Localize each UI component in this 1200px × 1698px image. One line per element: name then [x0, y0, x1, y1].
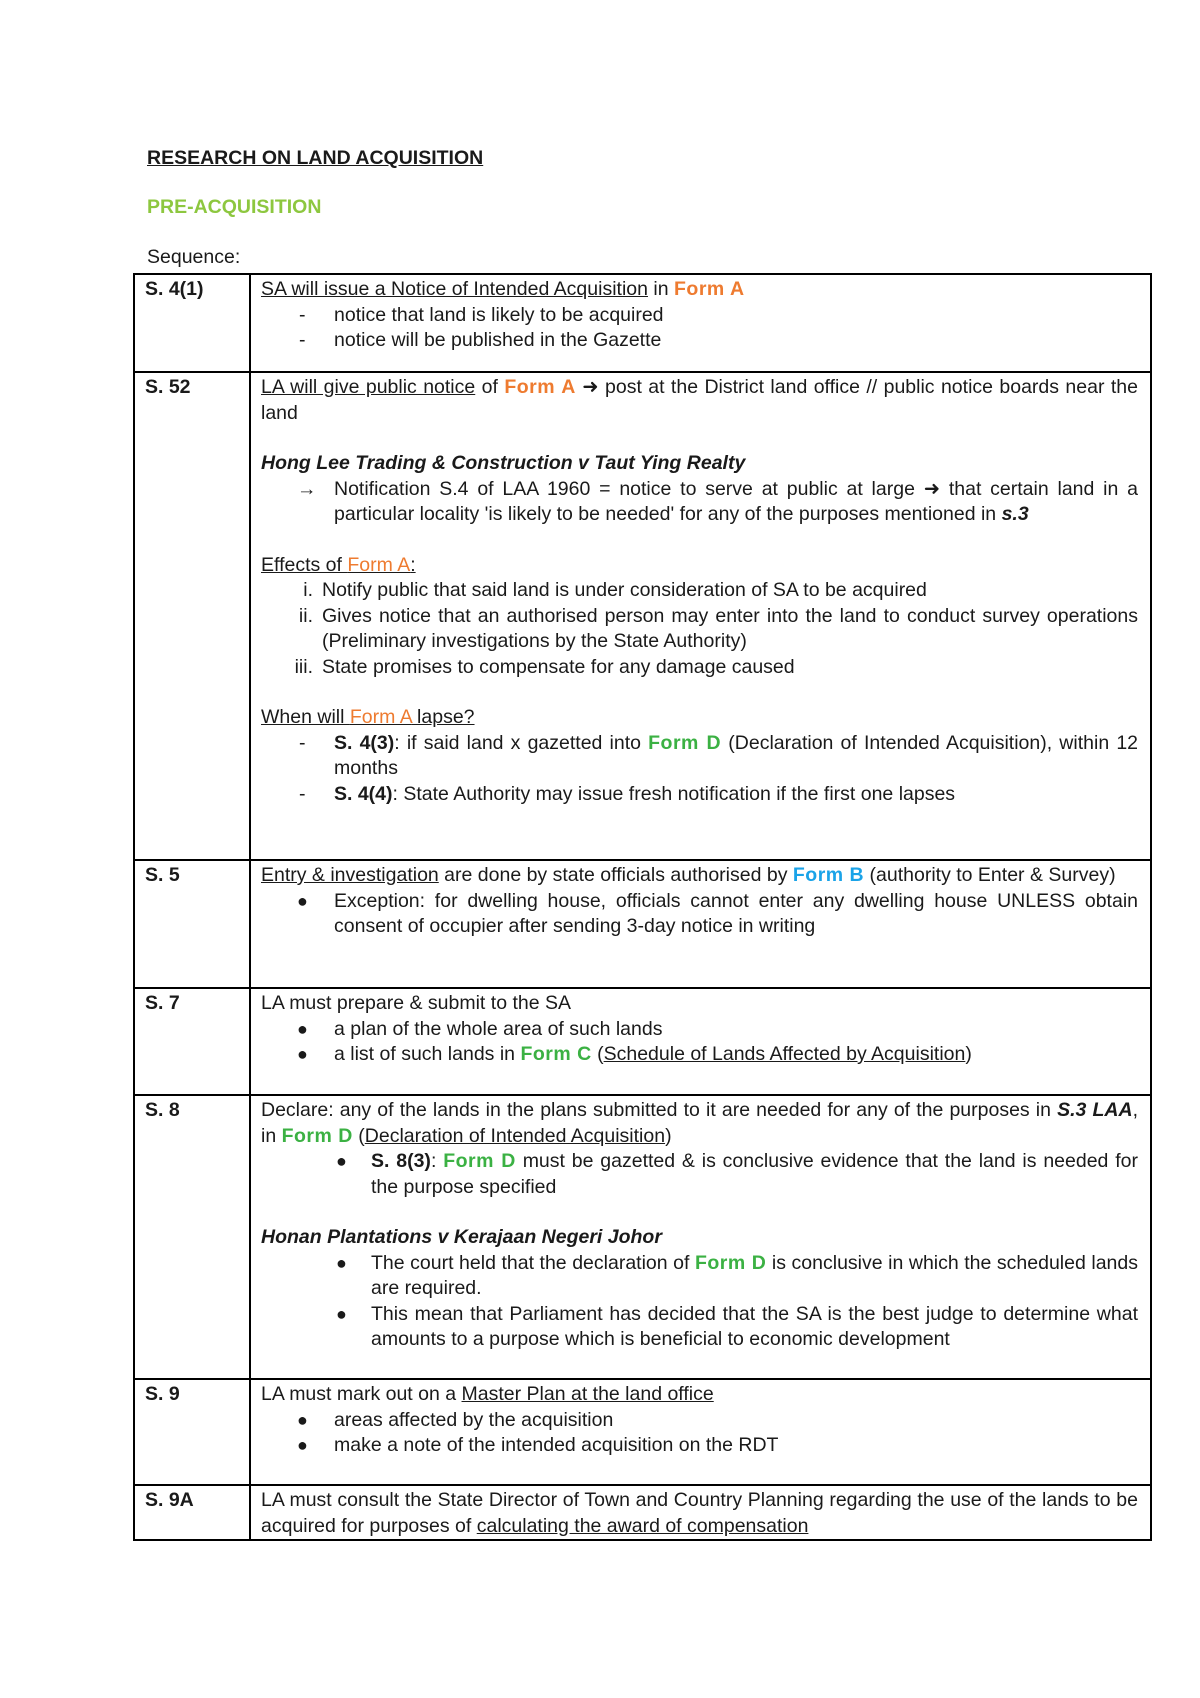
form-reference: Form A — [347, 553, 411, 576]
list-item — [261, 578, 1138, 604]
lead-connector: ( — [352, 1124, 365, 1147]
form-reference: Form A — [504, 376, 576, 398]
section-reference: S. 4(3) — [334, 731, 395, 754]
list-item-text: must be gazetted & is conclusive evidence that the land is needed for the purpose specified — [371, 1150, 1138, 1198]
heading-text: lapse? — [411, 706, 475, 728]
form-reference: Form D — [443, 1150, 516, 1172]
lead-text: calculating the award of compensation — [476, 1514, 809, 1537]
table-row — [134, 1485, 1151, 1540]
form-reference: Form D — [694, 1251, 767, 1274]
document-title: RESEARCH ON LAND ACQUISITION — [147, 147, 484, 169]
lead-connector: are done by state officials authorised by — [438, 864, 793, 886]
lead-text: SA will issue a Notice of Intended Acquisition — [261, 278, 648, 300]
section-reference: s.3 — [1001, 503, 1029, 525]
bullet-icon: ● — [297, 890, 308, 911]
list-item-text: This mean that Parliament has decided that the SA is the best judge to determine what amounts to a purpose which is beneficial to economic development — [371, 1302, 1138, 1350]
lapse-heading — [261, 706, 475, 728]
bullet-icon: ● — [297, 1435, 308, 1455]
heading-text: When will — [261, 706, 350, 728]
lead-connector: , in — [261, 1099, 1139, 1147]
list-item-text: ( — [591, 1043, 604, 1065]
case-name: Hong Lee Trading & Construction v Taut Ying Realty — [261, 452, 746, 474]
list-item — [261, 477, 1138, 528]
section-reference: S. 4(4) — [334, 782, 393, 805]
description-cell — [250, 1485, 1151, 1540]
arrow-icon: ➜ — [923, 477, 941, 500]
lead-text: Master Plan at the land office — [461, 1383, 714, 1405]
lead-text: Entry & investigation — [261, 864, 439, 886]
form-reference: Form A — [349, 706, 412, 728]
heading-text: Effects of — [261, 553, 348, 576]
section-cell: S. 7 — [134, 988, 250, 1095]
list-item-text: : if said land x gazetted into — [394, 731, 649, 754]
list-item-text: : — [430, 1150, 444, 1172]
dash-marker: - — [299, 731, 306, 754]
section-reference: S.3 LAA — [1057, 1099, 1133, 1121]
case-point-text: Notification S.4 of LAA 1960 = notice to serve at public at large — [334, 477, 915, 500]
bullet-icon: ● — [297, 1018, 308, 1039]
list-item-text: Gives notice that an authorised person may enter into the land to conduct survey operations (Preliminary investigations by the State Authority) — [322, 604, 1138, 652]
form-reference: Form C — [520, 1043, 592, 1065]
list-item — [261, 1042, 1138, 1068]
form-reference: Form B — [792, 864, 865, 886]
list-item — [261, 1251, 1138, 1302]
section-cell: S. 9 — [134, 1379, 250, 1485]
lead-text: LA must consult the State Director of Town and Country Planning regarding the use of the lands to be acquired for purposes of — [261, 1489, 1138, 1537]
case-name: Honan Plantations v Kerajaan Negeri Johor — [261, 1226, 662, 1248]
list-item-text: areas affected by the acquisition — [334, 1408, 614, 1431]
dash-marker: - — [299, 782, 306, 805]
lead-rest: post at the District land office // public notice boards near the land — [261, 376, 1138, 424]
heading-text: : — [410, 553, 416, 576]
list-item-text: Exception: for dwelling house, officials cannot enter any dwelling house UNLESS obtain consent of occupier after sending 3-day notice in writing — [334, 889, 1138, 937]
section-cell: S. 52 — [134, 372, 250, 860]
list-item-text: : State Authority may issue fresh notification if the first one lapses — [392, 782, 956, 805]
lead-text: Declare: any of the lands in the plans submitted to it are needed for any of the purposes in — [261, 1099, 1058, 1121]
table-row — [134, 1379, 1151, 1485]
bullet-icon: ● — [297, 1044, 308, 1064]
arrow-icon: ➜ — [582, 376, 599, 398]
form-reference: Form D — [281, 1124, 353, 1147]
bullet-icon: ● — [336, 1303, 347, 1324]
lead-text: Declaration of Intended Acquisition — [364, 1124, 666, 1147]
list-item-text: Schedule of Lands Affected by Acquisition — [603, 1043, 966, 1065]
list-item — [261, 889, 1138, 940]
roman-numeral: iii. — [294, 655, 313, 678]
table-row — [134, 372, 1151, 860]
description-cell — [250, 372, 1151, 860]
dash-marker: - — [299, 329, 306, 351]
description-cell — [250, 1095, 1151, 1379]
bullet-icon: ● — [336, 1151, 347, 1171]
case-point-text: that certain land in a particular locality 'is likely to be needed' for any of the purposes mentioned in — [334, 477, 1138, 525]
list-item — [261, 604, 1138, 655]
list-item-text: a plan of the whole area of such lands — [334, 1017, 663, 1040]
description-cell — [250, 988, 1151, 1095]
dash-marker: - — [299, 303, 306, 326]
list-item — [261, 1302, 1138, 1353]
lead-connector: of — [475, 376, 505, 398]
roman-numeral: ii. — [298, 604, 313, 627]
table-row — [134, 274, 1151, 372]
section-cell: S. 5 — [134, 860, 250, 988]
bullet-icon: ● — [336, 1252, 347, 1273]
list-item-text: Notify public that said land is under consideration of SA to be acquired — [322, 579, 927, 601]
list-item-text: ) — [965, 1043, 972, 1065]
list-item — [261, 782, 1138, 808]
list-item — [261, 655, 1138, 681]
list-item-text: make a note of the intended acquisition on the RDT — [334, 1434, 779, 1456]
lead-connector: ) — [665, 1124, 672, 1147]
section-cell: S. 9A — [134, 1485, 250, 1540]
table-row — [134, 988, 1151, 1095]
list-item — [261, 1149, 1138, 1200]
description-cell — [250, 274, 1151, 372]
acquisition-sequence-table — [133, 273, 1152, 1541]
list-item-text: a list of such lands in — [334, 1043, 521, 1065]
description-cell — [250, 860, 1151, 988]
list-item — [261, 303, 1138, 329]
list-item-text: The court held that the declaration of — [371, 1251, 695, 1274]
list-item — [261, 1433, 1138, 1459]
list-item — [261, 1408, 1138, 1434]
section-cell: S. 4(1) — [134, 274, 250, 372]
section-heading: PRE-ACQUISITION — [147, 196, 322, 218]
section-reference: S. 8(3) — [371, 1150, 431, 1172]
list-item — [261, 731, 1138, 782]
section-cell: S. 8 — [134, 1095, 250, 1379]
list-item — [261, 1017, 1138, 1043]
table-row — [134, 860, 1151, 988]
bullet-icon: ● — [297, 1409, 308, 1430]
arrow-right-icon: → — [297, 477, 317, 500]
lead-rest: (authority to Enter & Survey) — [864, 864, 1116, 886]
list-item — [261, 328, 1138, 354]
list-item-text: notice that land is likely to be acquired — [334, 303, 664, 326]
sequence-label: Sequence: — [147, 246, 241, 268]
list-item-text: is conclusive in which the scheduled lands are required. — [371, 1251, 1138, 1299]
list-item-text: State promises to compensate for any damage caused — [322, 655, 795, 678]
effects-heading — [261, 554, 416, 576]
form-reference: Form A — [674, 278, 745, 300]
description-cell — [250, 1379, 1151, 1485]
form-reference: Form D — [648, 731, 722, 754]
list-item-text: (Declaration of Intended Acquisition), within 12 months — [334, 731, 1139, 779]
lead-text: LA must prepare & submit to the SA — [261, 992, 571, 1014]
lead-text: LA must mark out on a — [261, 1383, 462, 1405]
roman-numeral: i. — [303, 579, 313, 601]
list-item-text: notice will be published in the Gazette — [334, 329, 662, 351]
lead-text: LA will give public notice — [261, 376, 476, 398]
lead-connector: in — [647, 278, 674, 300]
table-row — [134, 1095, 1151, 1379]
